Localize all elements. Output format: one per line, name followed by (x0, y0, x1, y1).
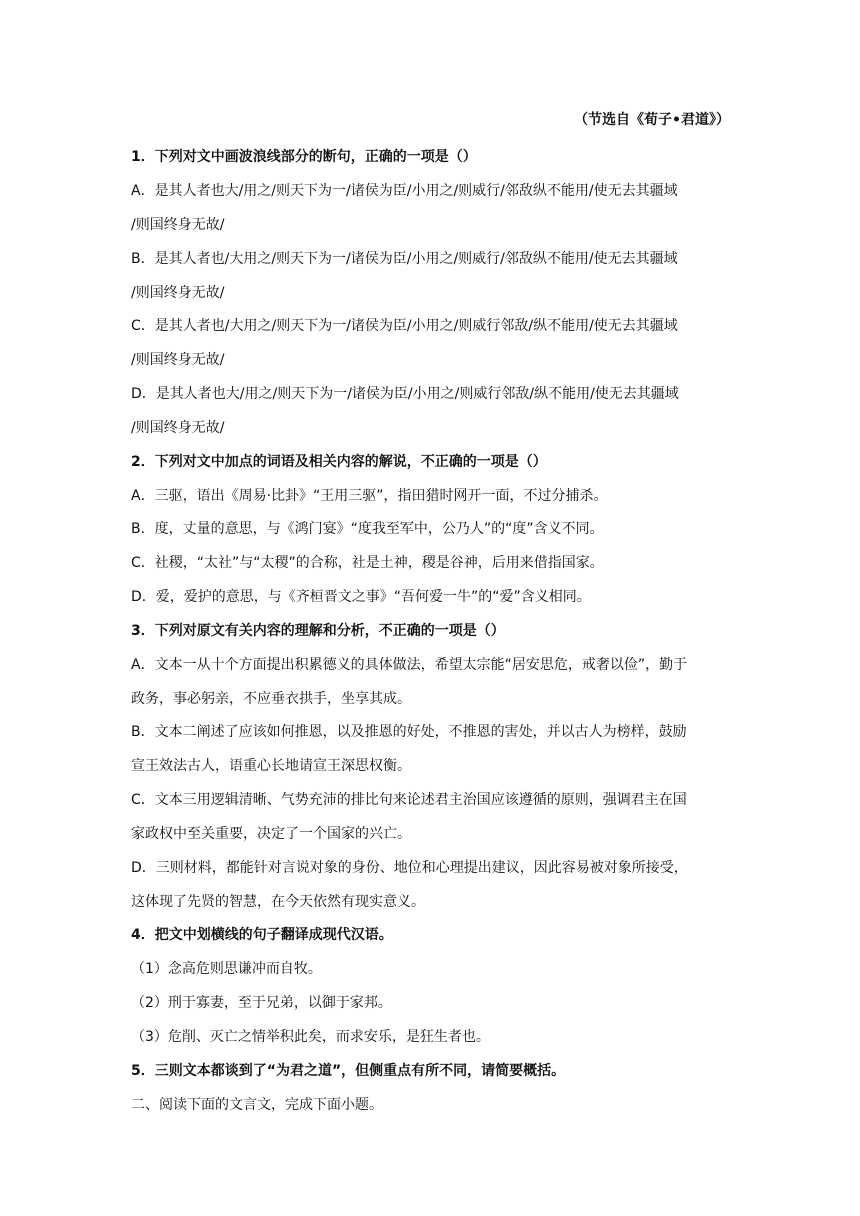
question-2-title: 2．下列对文中加点的词语及相关内容的解说，不正确的一项是（） (131, 454, 547, 470)
q1-option-c-line2: /则国终身无故/ (131, 352, 225, 368)
question-3-title: 3．下列对原文有关内容的理解和分析，不正确的一项是（） (131, 623, 505, 639)
q1-option-b-line1: B．是其人者也/大用之/则天下为一/诸侯为臣/小用之/则威行/邻敌纵不能用/使无去其疆域 (131, 251, 678, 267)
q1-option-a-line2: /则国终身无故/ (131, 217, 225, 233)
section-2-heading: 二、阅读下面的文言文，完成下面小题。 (131, 1097, 383, 1113)
question-4-title: 4．把文中划横线的句子翻译成现代汉语。 (131, 927, 393, 943)
q1-option-d-line2: /则国终身无故/ (131, 420, 225, 436)
q3-option-d-line1: D．三则材料，都能针对言说对象的身份、地位和心理提出建议，因此容易被对象所接受， (131, 860, 688, 876)
q3-option-c-line1: C．文本三用逻辑清晰、气势充沛的排比句来论述君主治国应该遵循的原则，强调君主在国 (131, 792, 687, 808)
q1-option-c-line1: C．是其人者也/大用之/则天下为一/诸侯为臣/小用之/则威行邻敌/纵不能用/使无去其疆域 (131, 318, 678, 334)
q2-option-a: A．三驱，语出《周易·比卦》“王用三驱”，指田猎时网开一面，不过分捕杀。 (131, 488, 608, 504)
source-citation: （节选自《荀子•君道》） (574, 112, 730, 128)
q1-option-d-line1: D．是其人者也大/用之/则天下为一/诸侯为臣/小用之/则威行邻敌/纵不能用/使无去其疆域 (131, 386, 679, 402)
question-1-title: 1．下列对文中画波浪线部分的断句，正确的一项是（） (131, 149, 477, 165)
q3-option-d-line2: 这体现了先贤的智慧，在今天依然有现实意义。 (131, 894, 425, 910)
q3-option-b-line2: 宣王效法古人，语重心长地请宣王深思权衡。 (131, 758, 411, 774)
question-5-title: 5．三则文本都谈到了“为君之道”，但侧重点有所不同，请简要概括。 (131, 1063, 566, 1079)
q1-option-b-line2: /则国终身无故/ (131, 285, 225, 301)
q2-option-c: C．社稷，“太社”与“太稷”的合称，社是土神，稷是谷神，后用来借指国家。 (131, 555, 604, 571)
q1-option-a-line1: A．是其人者也大/用之/则天下为一/诸侯为臣/小用之/则威行/邻敌纵不能用/使无去其疆域 (131, 183, 678, 199)
q3-option-b-line1: B．文本二阐述了应该如何推恩，以及推恩的好处，不推恩的害处，并以古人为榜样，鼓励 (131, 724, 687, 740)
q4-sentence-1: （1）念高危则思谦冲而自牧。 (131, 961, 322, 977)
q4-sentence-2: （2）刑于寡妻，至于兄弟，以御于家邦。 (131, 995, 392, 1011)
q3-option-a-line1: A．文本一从十个方面提出积累德义的具体做法，希望太宗能“居安思危，戒奢以俭”，勤于 (131, 657, 688, 673)
q3-option-a-line2: 政务，事必躬亲，不应垂衣拱手，坐享其成。 (131, 691, 411, 707)
q2-option-d: D．爱，爱护的意思，与《齐桓晋文之事》“吾何爱一牛”的“爱”含义相同。 (131, 589, 591, 605)
q2-option-b: B．度，丈量的意思，与《鸿门宴》“度我至军中，公乃人”的“度”含义不同。 (131, 521, 604, 537)
q4-sentence-3: （3）危削、灭亡之情举积此矣，而求安乐，是狂生者也。 (131, 1029, 490, 1045)
q3-option-c-line2: 家政权中至关重要，决定了一个国家的兴亡。 (131, 826, 411, 842)
